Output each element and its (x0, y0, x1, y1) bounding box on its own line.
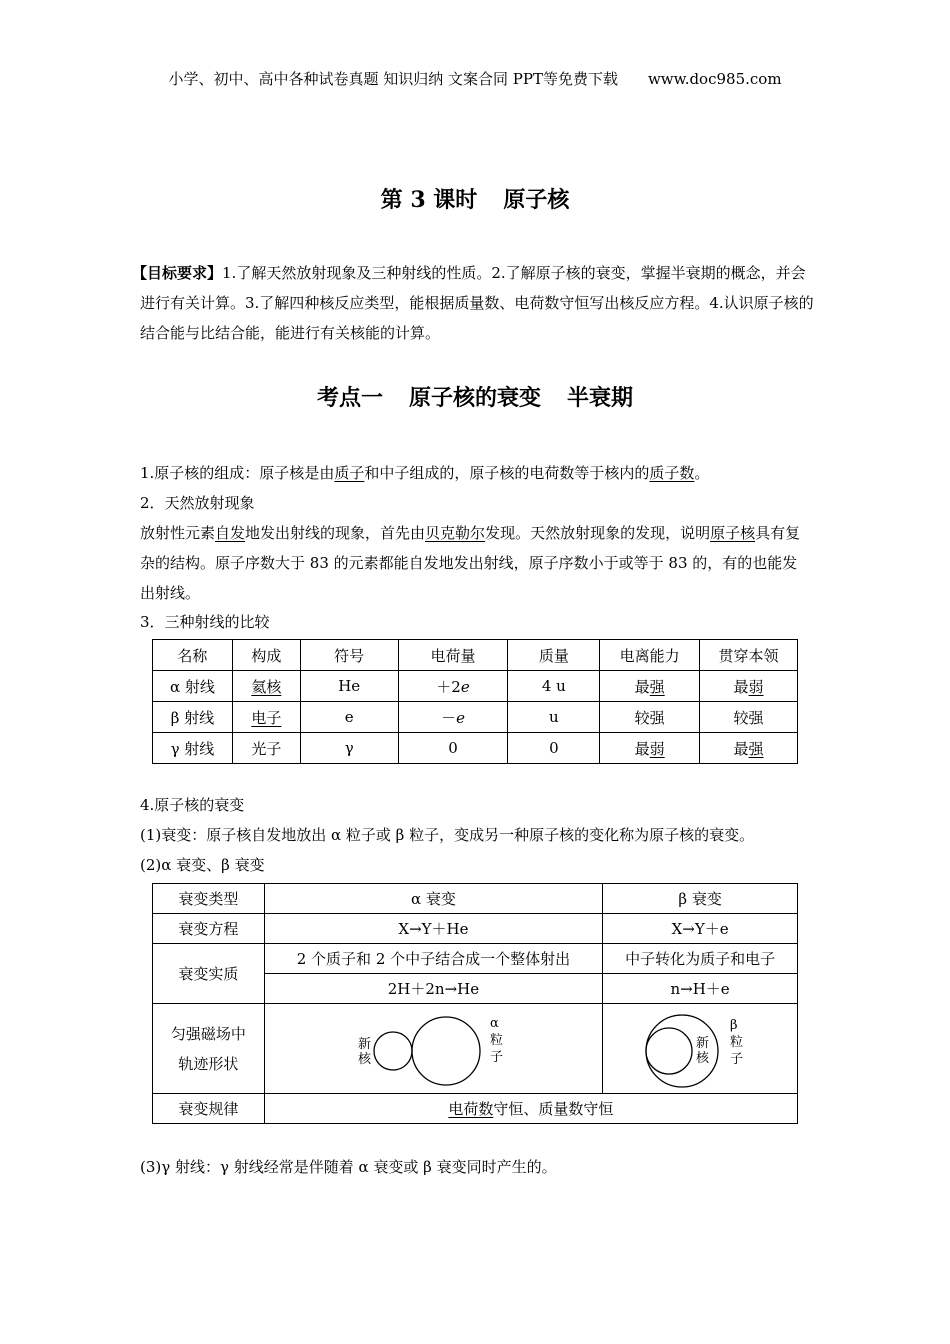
table-cell: 0 (398, 733, 508, 764)
text-span: 地发出射线的现象，首先由 (245, 524, 426, 542)
table-cell: e (300, 702, 398, 733)
text-span: 最 (733, 739, 749, 758)
table-cell: α 射线 (153, 671, 233, 702)
row-label: 衰变实质 (153, 944, 265, 1004)
table-row (153, 1004, 798, 1094)
row-label (153, 1004, 265, 1094)
charge-unit: e (460, 677, 470, 696)
label-zi: 子 (490, 1049, 504, 1065)
nucleus-composition (140, 458, 812, 488)
alpha-track-diagram (348, 1007, 518, 1091)
banner-text: 小学、初中、高中各种试卷真题 知识归纳 文案合同 PPT等免费下载 (168, 70, 618, 88)
page-title (0, 183, 950, 214)
rays-comparison-table (152, 639, 798, 764)
text-span: 最 (733, 677, 749, 696)
header-cell: 符号 (300, 640, 398, 671)
beta-decay-equation: X→Y＋e (603, 914, 798, 944)
text-span: 。 (694, 464, 710, 482)
answer-cell: 强 (649, 677, 665, 696)
section-subtopic: 半衰期 (567, 385, 634, 411)
alpha-decay-equation: X→Y＋He (264, 914, 603, 944)
beta-track-figure (603, 1004, 798, 1094)
header-cell: 质量 (508, 640, 600, 671)
heading-ray-comparison: 3．三种射线的比较 (140, 613, 270, 631)
new-nucleus-track (646, 1028, 692, 1074)
heading-alpha-beta-decay: (2)α 衰变、β 衰变 (140, 856, 265, 874)
section-title (0, 381, 950, 412)
answer-cell: 电子 (251, 708, 282, 727)
answer-cell: 氦核 (251, 677, 282, 696)
alpha-track-figure (264, 1004, 603, 1094)
row-label-line: 轨迹形状 (178, 1054, 239, 1073)
new-nucleus-track (374, 1032, 412, 1070)
heading-nuclear-decay: 4.原子核的衰变 (140, 796, 245, 814)
label-new: 新 (696, 1035, 710, 1051)
table-cell: γ (300, 733, 398, 764)
site-url[interactable]: www.doc985.com (647, 70, 782, 88)
table-cell: 较强 (600, 702, 700, 733)
table-header-row (153, 640, 798, 671)
table-cell (398, 671, 508, 702)
row-label-line: 匀强磁场中 (170, 1024, 246, 1043)
table-cell (600, 733, 700, 764)
text-span: 守恒、质量数守恒 (493, 1100, 614, 1118)
charge-sign: － (441, 708, 457, 727)
header-cell: 电荷量 (398, 640, 508, 671)
answer-proton: 质子 (334, 464, 365, 482)
table-cell: 2H＋2n→He (264, 974, 603, 1004)
charge-sign: ＋2 (436, 677, 461, 696)
table-row (153, 944, 798, 974)
table-cell: γ 射线 (153, 733, 233, 764)
table-cell: 0 (508, 733, 600, 764)
heading-natural-radioactivity: 2．天然放射现象 (140, 494, 255, 512)
section-topic: 原子核的衰变 (408, 385, 541, 411)
label-alpha: α (490, 1015, 500, 1031)
header-cell: 电离能力 (600, 640, 700, 671)
table-cell (700, 733, 798, 764)
label-beta: β (730, 1017, 738, 1033)
decay-definition: (1)衰变：原子核自发地放出 α 粒子或 β 粒子，变成另一种原子核的变化称为原子核的衰变。 (140, 826, 755, 844)
table-cell: He (300, 671, 398, 702)
table-cell (398, 702, 508, 733)
table-cell: 4 u (508, 671, 600, 702)
text-span: 具有复杂的结构。原子序数大于 83 的元素都能自发地发出射线，原子序数小于或等于 83 的，有的也能发出射线。 (140, 524, 801, 602)
text-span: 最 (634, 677, 650, 696)
table-cell: β 衰变 (603, 884, 798, 914)
table-row-beta (153, 702, 798, 733)
table-cell: α 衰变 (264, 884, 603, 914)
answer-nucleus: 原子核 (710, 524, 756, 542)
table-cell: u (508, 702, 600, 733)
table-cell: 2 个质子和 2 个中子结合成一个整体射出 (264, 944, 603, 974)
table-cell: β 射线 (153, 702, 233, 733)
learning-goals (132, 258, 815, 348)
table-cell (232, 702, 300, 733)
table-row (153, 1094, 798, 1124)
answer-proton-number: 质子数 (649, 464, 695, 482)
text-span: 和中子组成的，原子核的电荷数等于核内的 (364, 464, 650, 482)
row-label: 衰变规律 (153, 1094, 265, 1124)
text-span: 发现。天然放射现象的发现，说明 (485, 524, 711, 542)
section-number: 考点一 (316, 385, 383, 411)
label-particle: 粒 (490, 1032, 504, 1048)
alpha-particle-track (412, 1017, 480, 1085)
row-label: 衰变方程 (153, 914, 265, 944)
label-nucleus: 核 (358, 1051, 372, 1067)
decay-comparison-table (152, 883, 798, 1124)
table-cell (600, 671, 700, 702)
table-cell: 光子 (232, 733, 300, 764)
answer-spontaneous: 自发 (215, 524, 246, 542)
label-particle: 粒 (730, 1034, 744, 1050)
table-row (153, 914, 798, 944)
text-span: 最 (634, 739, 650, 758)
table-row-alpha (153, 671, 798, 702)
goals-tag: 【目标要求】 (132, 264, 223, 282)
label-nucleus: 核 (696, 1050, 710, 1066)
header-cell: 贯穿本领 (700, 640, 798, 671)
charge-unit: e (456, 708, 465, 727)
answer-cell: 强 (748, 739, 764, 758)
row-label: 衰变类型 (153, 884, 265, 914)
site-banner (0, 68, 950, 89)
label-zi: 子 (730, 1051, 744, 1067)
table-row (153, 884, 798, 914)
title-topic: 原子核 (503, 187, 570, 213)
text-span: 1.原子核的组成：原子核是由 (140, 464, 335, 482)
text-span: 放射性元素 (140, 524, 216, 542)
answer-cell: 弱 (748, 677, 764, 696)
answer-becquerel: 贝克勒尔 (425, 524, 486, 542)
table-cell: 较强 (700, 702, 798, 733)
table-cell (232, 671, 300, 702)
table-cell (700, 671, 798, 702)
header-cell: 名称 (153, 640, 233, 671)
label-new: 新 (358, 1036, 372, 1052)
natural-radioactivity-paragraph (140, 518, 812, 608)
decay-rule (264, 1094, 797, 1124)
header-cell: 构成 (232, 640, 300, 671)
goals-text: 1.了解天然放射现象及三种射线的性质。2.了解原子核的衰变，掌握半衰期的概念，并会进行有关计算。3.了解四种核反应类型，能根据质量数、电荷数守恒写出核反应方程。4.认识原子核的结合能与比结合能，能进行有关核能的计算。 (140, 264, 814, 342)
gamma-ray-note: (3)γ 射线：γ 射线经常是伴随着 α 衰变或 β 衰变同时产生的。 (140, 1158, 557, 1176)
table-row-gamma (153, 733, 798, 764)
beta-track-diagram (640, 1007, 760, 1091)
title-lesson: 第 3 课时 (380, 187, 478, 213)
answer-cell: 弱 (649, 739, 665, 758)
answer-charge-number: 电荷数 (448, 1100, 494, 1118)
table-cell: 中子转化为质子和电子 (603, 944, 798, 974)
table-cell: n→H＋e (603, 974, 798, 1004)
